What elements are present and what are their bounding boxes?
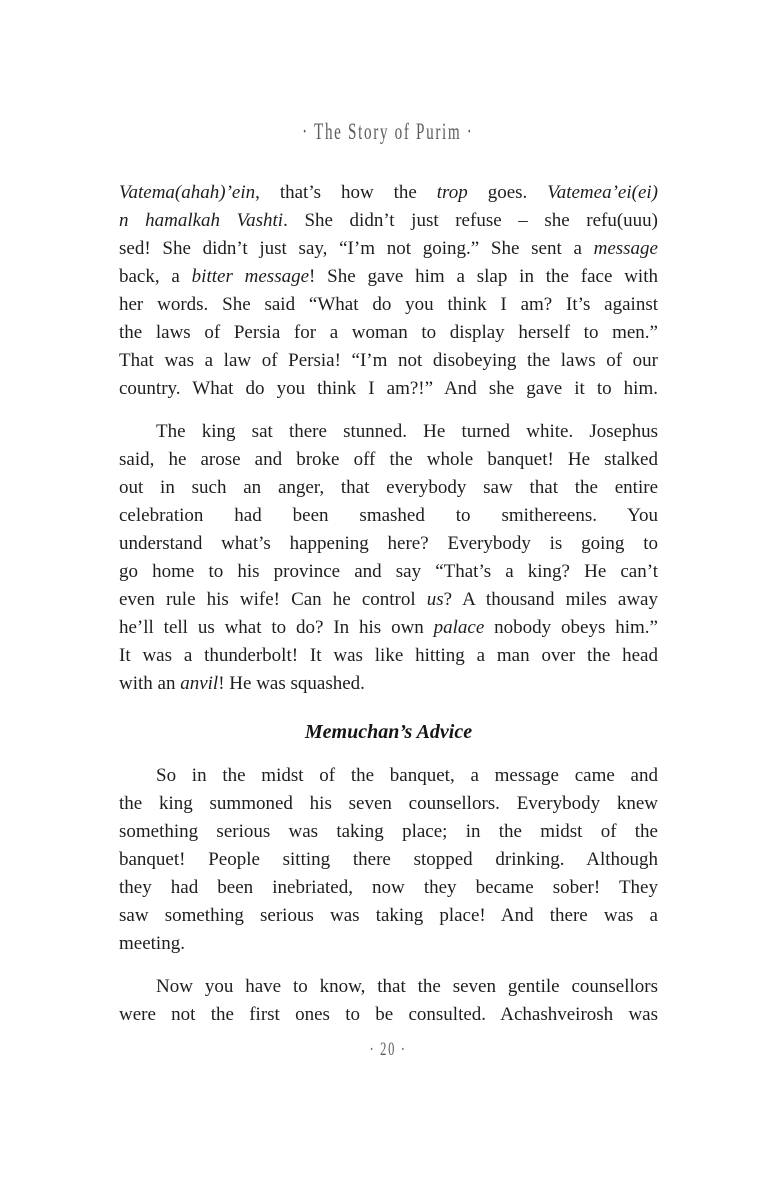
text-line bbox=[119, 586, 658, 614]
text-run: ! She gave him a slap in the face with bbox=[309, 266, 658, 287]
text-line bbox=[119, 530, 658, 558]
text-line bbox=[119, 319, 658, 347]
text-run: ? A thousand miles away bbox=[443, 589, 658, 610]
text-line bbox=[119, 874, 658, 902]
text-run: the laws of Persia for a woman to display herself to men.” bbox=[119, 322, 658, 343]
text-line bbox=[119, 375, 658, 403]
text-run: banquet! People sitting there stopped drinking. Although bbox=[119, 849, 658, 870]
text-line bbox=[119, 762, 658, 790]
italic-run: palace bbox=[433, 617, 485, 638]
text-line bbox=[119, 670, 658, 698]
text-run: So in the midst of the banquet, a message came and bbox=[156, 765, 658, 786]
running-header-title: · The Story of Purim · bbox=[302, 119, 474, 144]
paragraph bbox=[119, 179, 658, 403]
page-footer bbox=[0, 1040, 776, 1060]
text-run: her words. She said “What do you think I am? It’s against bbox=[119, 294, 658, 315]
text-run: nobody obeys him.” bbox=[484, 617, 658, 638]
text-line bbox=[119, 846, 658, 874]
text-line bbox=[119, 1001, 658, 1029]
body-text bbox=[119, 179, 658, 1044]
text-run: something serious was taking place; in the midst of the bbox=[119, 821, 658, 842]
italic-run: message bbox=[593, 238, 658, 259]
text-run: out in such an anger, that everybody saw that the entire bbox=[119, 477, 658, 498]
text-line bbox=[119, 179, 658, 207]
text-line bbox=[119, 235, 658, 263]
text-run: meeting. bbox=[119, 933, 185, 954]
text-run: That was a law of Persia! “I’m not disobeying the laws of our bbox=[119, 350, 658, 371]
text-line bbox=[119, 614, 658, 642]
italic-run: bitter message bbox=[191, 266, 310, 287]
running-header bbox=[0, 120, 776, 144]
text-run: goes. bbox=[467, 182, 548, 203]
text-line bbox=[119, 418, 658, 446]
text-run: sed! She didn’t just say, “I’m not going.” She sent a bbox=[119, 238, 594, 259]
italic-run: anvil bbox=[180, 673, 219, 694]
text-run: with an bbox=[119, 673, 181, 694]
text-line bbox=[119, 291, 658, 319]
text-run: celebration had been smashed to smithereens. You bbox=[119, 505, 658, 526]
paragraph bbox=[119, 418, 658, 698]
text-run: , that’s how the bbox=[255, 182, 437, 203]
text-line bbox=[119, 502, 658, 530]
text-run: the king summoned his seven counsellors. Everybody knew bbox=[119, 793, 658, 814]
text-line bbox=[119, 642, 658, 670]
text-line bbox=[119, 902, 658, 930]
paragraph bbox=[119, 973, 658, 1029]
text-run: It was a thunderbolt! It was like hitting a man over the head bbox=[119, 645, 658, 666]
text-line bbox=[119, 446, 658, 474]
text-run: . She didn’t just refuse – she refu(uuu) bbox=[283, 210, 659, 231]
text-run: Now you have to know, that the seven gentile counsellors bbox=[156, 976, 658, 997]
text-line bbox=[119, 207, 658, 235]
text-run: country. What do you think I am?!” And she gave it to him. bbox=[119, 378, 658, 399]
text-line bbox=[119, 347, 658, 375]
section-heading: Memuchan’s Advice bbox=[304, 721, 473, 743]
text-line bbox=[119, 790, 658, 818]
text-line bbox=[119, 930, 658, 958]
text-run: they had been inebriated, now they became sober! They bbox=[119, 877, 658, 898]
text-run: back, a bbox=[119, 266, 192, 287]
text-run: were not the first ones to be consulted. Achashveirosh was bbox=[119, 1004, 658, 1025]
text-run: even rule his wife! Can he control bbox=[119, 589, 427, 610]
italic-run: trop bbox=[436, 182, 468, 203]
text-run: The king sat there stunned. He turned white. Josephus bbox=[156, 421, 658, 442]
text-run: he’ll tell us what to do? In his own bbox=[119, 617, 434, 638]
page-number: · 20 · bbox=[369, 1039, 407, 1060]
paragraph bbox=[119, 762, 658, 958]
text-run: ! He was squashed. bbox=[218, 673, 365, 694]
italic-run: Vatema(ahah)’ein bbox=[119, 182, 256, 203]
text-run: understand what’s happening here? Everybody is going to bbox=[119, 533, 658, 554]
italic-run: us bbox=[426, 589, 444, 610]
text-line bbox=[119, 818, 658, 846]
text-line bbox=[119, 558, 658, 586]
text-line bbox=[119, 263, 658, 291]
text-line bbox=[119, 474, 658, 502]
text-line bbox=[119, 973, 658, 1001]
text-run: go home to his province and say “That’s a king? He can’t bbox=[119, 561, 658, 582]
text-run: saw something serious was taking place! And there was a bbox=[119, 905, 658, 926]
italic-run: Vatemea’ei(ei) bbox=[547, 182, 658, 203]
text-run: said, he arose and broke off the whole banquet! He stalked bbox=[119, 449, 658, 470]
italic-run: n hamalkah Vashti bbox=[119, 210, 284, 231]
